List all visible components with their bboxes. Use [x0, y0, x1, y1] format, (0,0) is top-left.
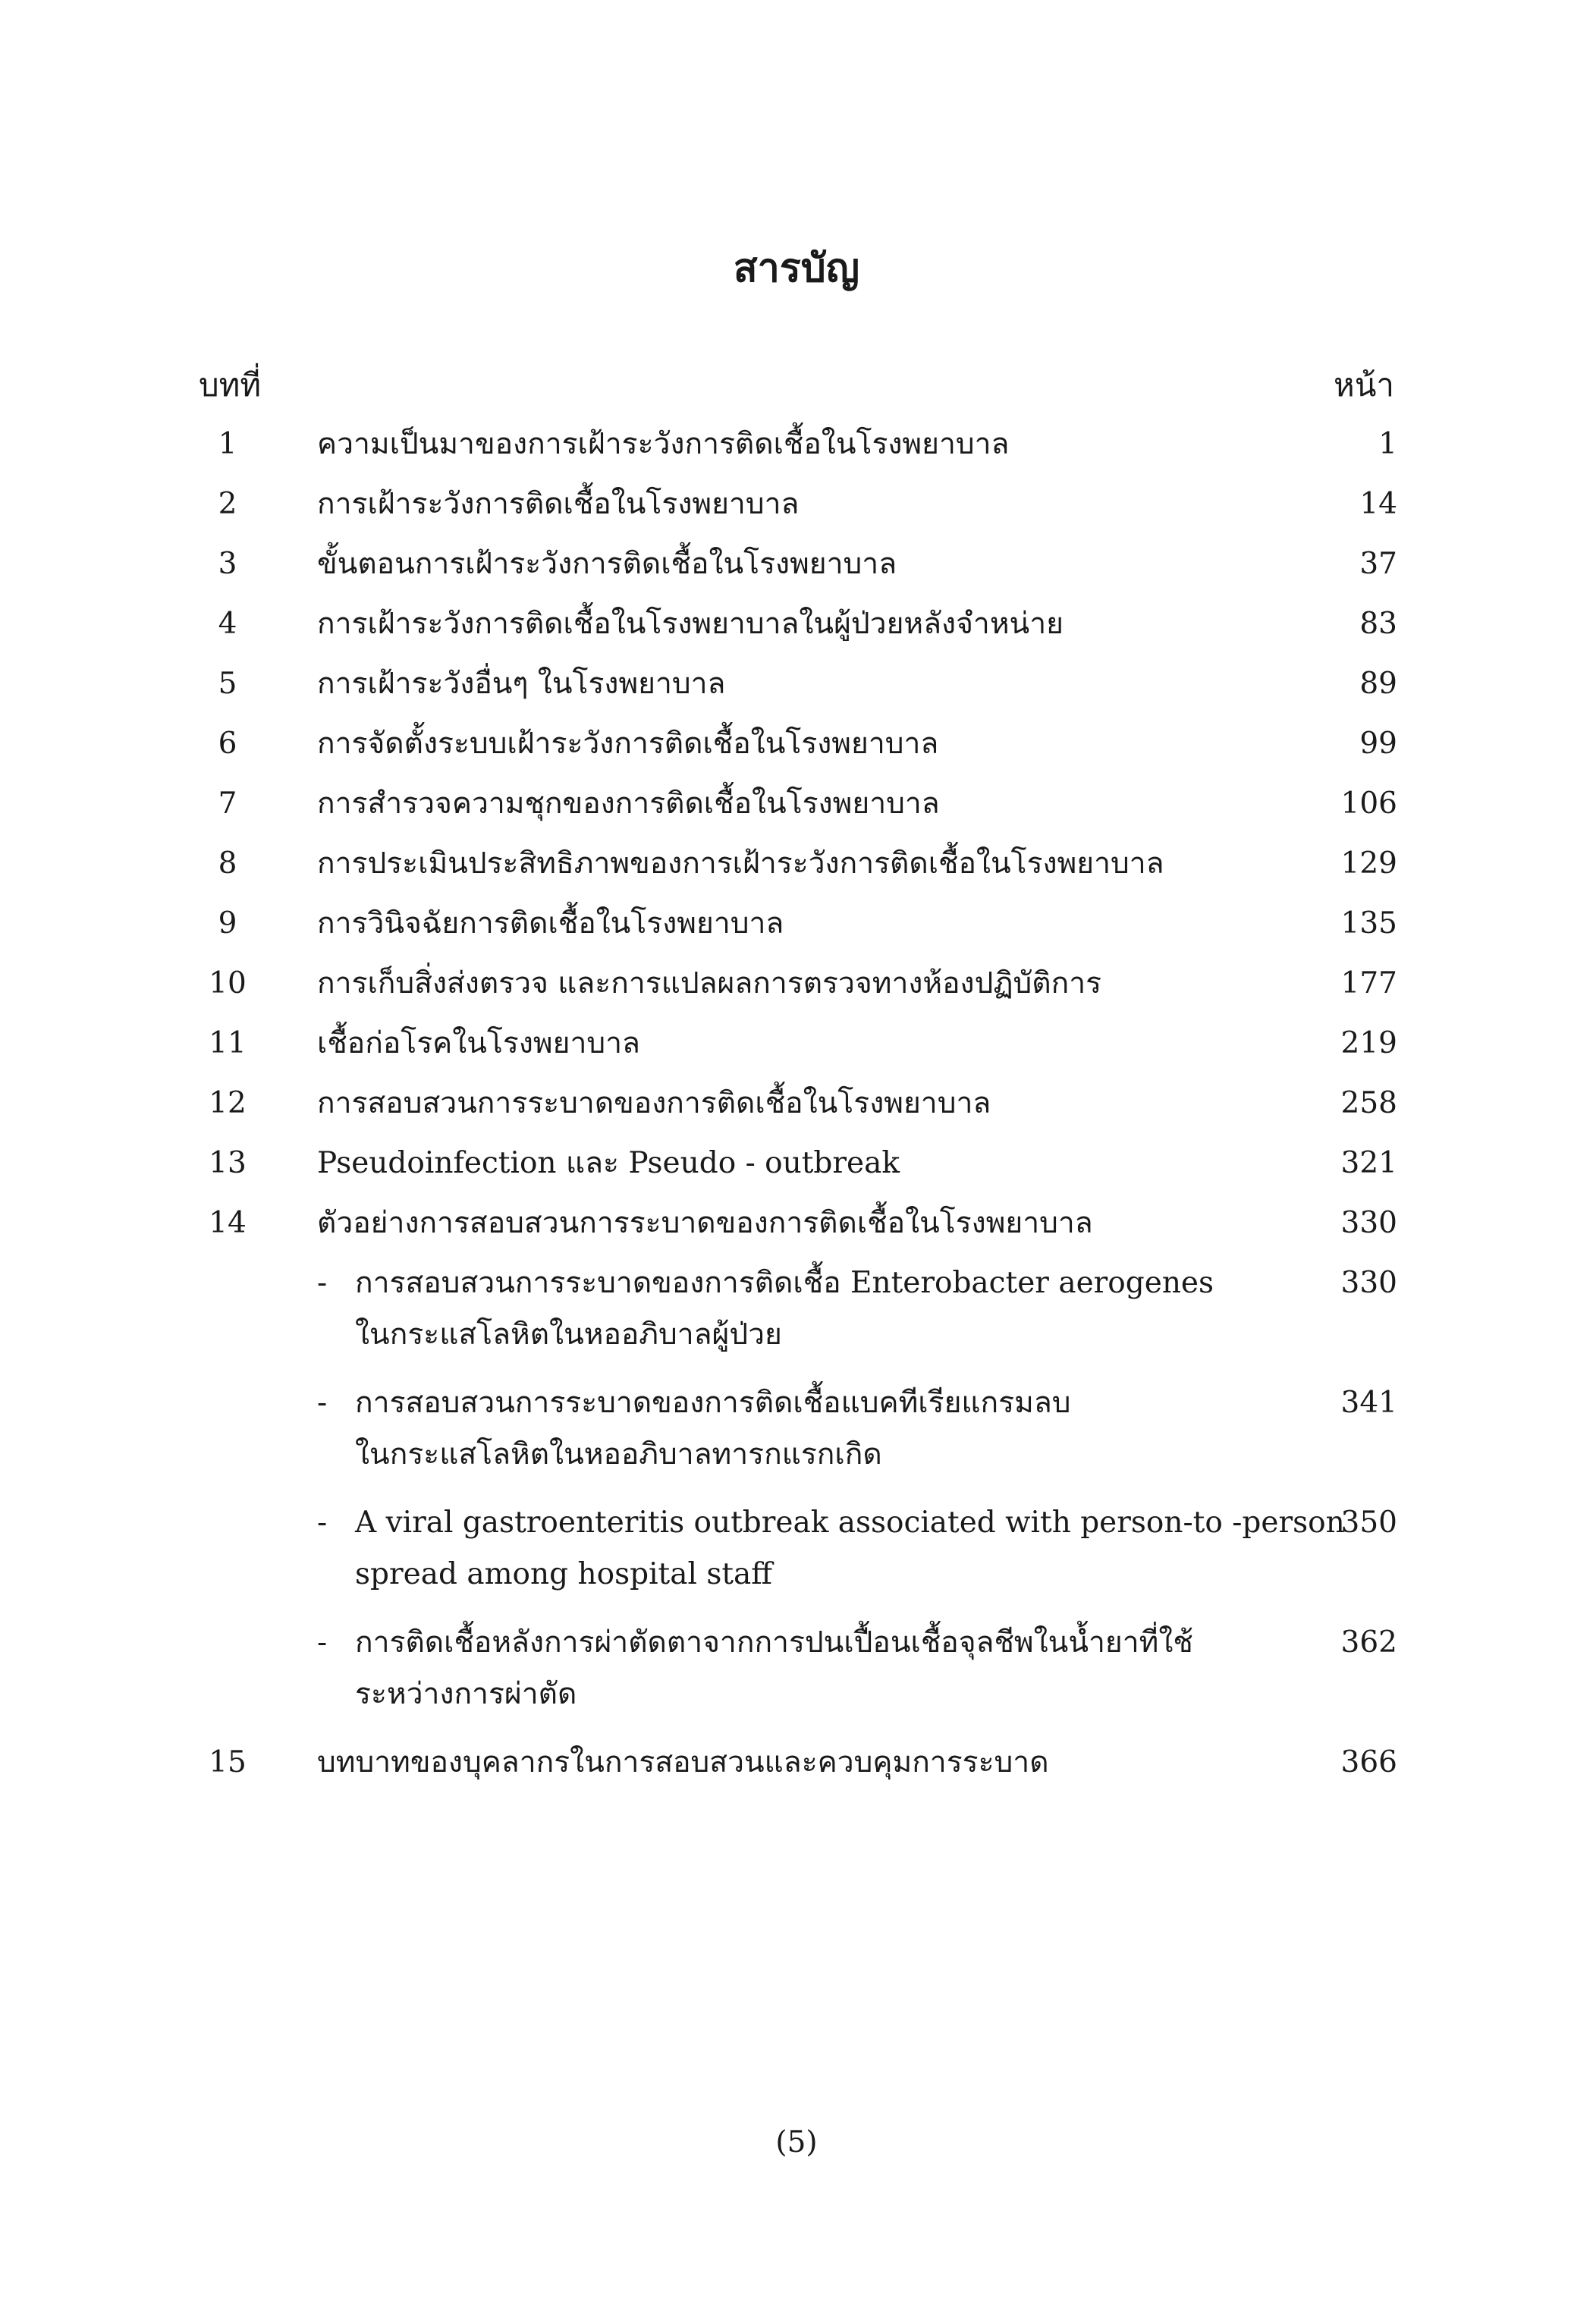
chapter-title: เชื้อก่อโรคในโรงพยาบาล — [317, 1026, 640, 1060]
toc-subentry[interactable] — [199, 1617, 1397, 1737]
chapter-title: การเฝ้าระวังอื่นๆ ในโรงพยาบาล — [317, 667, 726, 701]
page-number: 14 — [1359, 487, 1397, 521]
chapter-number: 12 — [209, 1086, 247, 1120]
chapter-number: 8 — [218, 846, 237, 881]
toc-entry[interactable] — [199, 958, 1397, 1018]
toc-subentry[interactable] — [199, 1377, 1397, 1497]
chapter-number: 13 — [209, 1146, 247, 1180]
toc-entry[interactable] — [199, 778, 1397, 838]
toc-entry[interactable] — [199, 1198, 1397, 1258]
page-number: 362 — [1340, 1625, 1397, 1660]
page-footer-number: (5) — [775, 2125, 818, 2159]
page-number: 350 — [1340, 1506, 1397, 1540]
chapter-title: Pseudoinfection และ Pseudo - outbreak — [317, 1146, 900, 1180]
toc-entry[interactable] — [199, 658, 1397, 718]
chapter-title: การจัดตั้งระบบเฝ้าระวังการติดเชื้อในโรงพยาบาล — [317, 727, 939, 761]
chapter-title: การเก็บสิ่งส่งตรวจ และการแปลผลการตรวจทางห้องปฏิบัติการ — [317, 966, 1102, 1000]
subentry-title — [355, 1377, 1258, 1481]
subentry-title-line2: ระหว่างการผ่าตัด — [355, 1677, 577, 1711]
subentry-title-line1: A viral gastroenteritis outbreak associated with person-to -person — [355, 1506, 1345, 1540]
chapter-title: การสำรวจความชุกของการติดเชื้อในโรงพยาบาล — [317, 787, 940, 821]
subentry-title — [355, 1497, 1345, 1600]
chapter-number: 2 — [218, 487, 237, 521]
chapter-title: การสอบสวนการระบาดของการติดเชื้อในโรงพยาบาล — [317, 1086, 991, 1120]
chapter-title: ขั้นตอนการเฝ้าระวังการติดเชื้อในโรงพยาบาล — [317, 547, 897, 581]
toc-entry[interactable] — [199, 898, 1397, 958]
subentry-title-line2: ในกระแสโลหิตในหออภิบาลผู้ป่วย — [355, 1317, 782, 1352]
page-number: 1 — [1378, 427, 1397, 461]
page-number: 37 — [1359, 547, 1397, 581]
chapter-number: 7 — [218, 787, 237, 821]
subentry-title-line1: การติดเชื้อหลังการผ่าตัดตาจากการปนเปื้อนเชื้อจุลชีพในน้ำยาที่ใช้ — [355, 1625, 1193, 1660]
page-number: 330 — [1340, 1266, 1397, 1300]
page-number: 99 — [1359, 727, 1397, 761]
subentry-dash: - — [317, 1266, 328, 1300]
chapter-title: การวินิจฉัยการติดเชื้อในโรงพยาบาล — [317, 906, 784, 941]
chapter-number: 4 — [218, 607, 237, 641]
page-column-header: หน้า — [1334, 366, 1394, 404]
page-number: 330 — [1340, 1206, 1397, 1240]
chapter-number: 3 — [218, 547, 237, 581]
toc-entry[interactable] — [199, 1018, 1397, 1078]
page-number: 83 — [1359, 607, 1397, 641]
chapter-number: 9 — [218, 906, 237, 941]
subentry-title — [355, 1258, 1258, 1361]
subentry-title-line2: ในกระแสโลหิตในหออภิบาลทารกแรกเกิด — [355, 1437, 882, 1471]
subentry-title-line1: การสอบสวนการระบาดของการติดเชื้อ Enterobacter aerogenes — [355, 1266, 1214, 1300]
page-number: 106 — [1340, 787, 1397, 821]
toc-entry[interactable] — [199, 479, 1397, 539]
page-number: 366 — [1340, 1745, 1397, 1779]
chapter-title: การเฝ้าระวังการติดเชื้อในโรงพยาบาล — [317, 487, 800, 521]
chapter-title: การประเมินประสิทธิภาพของการเฝ้าระวังการติดเชื้อในโรงพยาบาล — [317, 846, 1164, 881]
subentry-title-line1: การสอบสวนการระบาดของการติดเชื้อแบคทีเรียแกรมลบ — [355, 1386, 1071, 1420]
chapter-title: ความเป็นมาของการเฝ้าระวังการติดเชื้อในโรงพยาบาล — [317, 427, 1010, 461]
page-number: 89 — [1359, 667, 1397, 701]
chapter-number: 6 — [218, 727, 237, 761]
subentry-title-line2: spread among hospital staff — [355, 1557, 772, 1591]
page-title: สารบัญ — [733, 245, 860, 291]
toc-subentry[interactable] — [199, 1258, 1397, 1377]
subentry-title — [355, 1617, 1258, 1720]
page-number: 258 — [1340, 1086, 1397, 1120]
chapter-title: บทบาทของบุคลากรในการสอบสวนและควบคุมการระบาด — [317, 1745, 1049, 1779]
table-of-contents — [199, 419, 1397, 1797]
chapter-number: 1 — [218, 427, 237, 461]
chapter-number: 14 — [209, 1206, 247, 1240]
toc-entry[interactable] — [199, 539, 1397, 598]
chapter-number: 11 — [209, 1026, 247, 1060]
page-number: 219 — [1340, 1026, 1397, 1060]
toc-entry[interactable] — [199, 1078, 1397, 1138]
page-number: 135 — [1340, 906, 1397, 941]
chapter-number: 5 — [218, 667, 237, 701]
toc-entry[interactable] — [199, 718, 1397, 778]
subentry-dash: - — [317, 1625, 328, 1660]
toc-entry[interactable] — [199, 419, 1397, 479]
chapter-column-header: บทที่ — [199, 366, 262, 404]
subentry-dash: - — [317, 1506, 328, 1540]
toc-entry[interactable] — [199, 838, 1397, 898]
subentry-dash: - — [317, 1386, 328, 1420]
page-number: 341 — [1340, 1386, 1397, 1420]
toc-subentry[interactable] — [199, 1497, 1397, 1617]
page-number: 129 — [1340, 846, 1397, 881]
page-number: 321 — [1340, 1146, 1397, 1180]
chapter-title: ตัวอย่างการสอบสวนการระบาดของการติดเชื้อในโรงพยาบาล — [317, 1206, 1093, 1240]
chapter-number: 15 — [209, 1745, 247, 1779]
toc-entry[interactable] — [199, 1737, 1397, 1797]
toc-entry[interactable] — [199, 1138, 1397, 1198]
chapter-title: การเฝ้าระวังการติดเชื้อในโรงพยาบาลในผู้ป่วยหลังจำหน่าย — [317, 607, 1064, 641]
page-number: 177 — [1340, 966, 1397, 1000]
chapter-number: 10 — [209, 966, 247, 1000]
toc-entry[interactable] — [199, 598, 1397, 658]
